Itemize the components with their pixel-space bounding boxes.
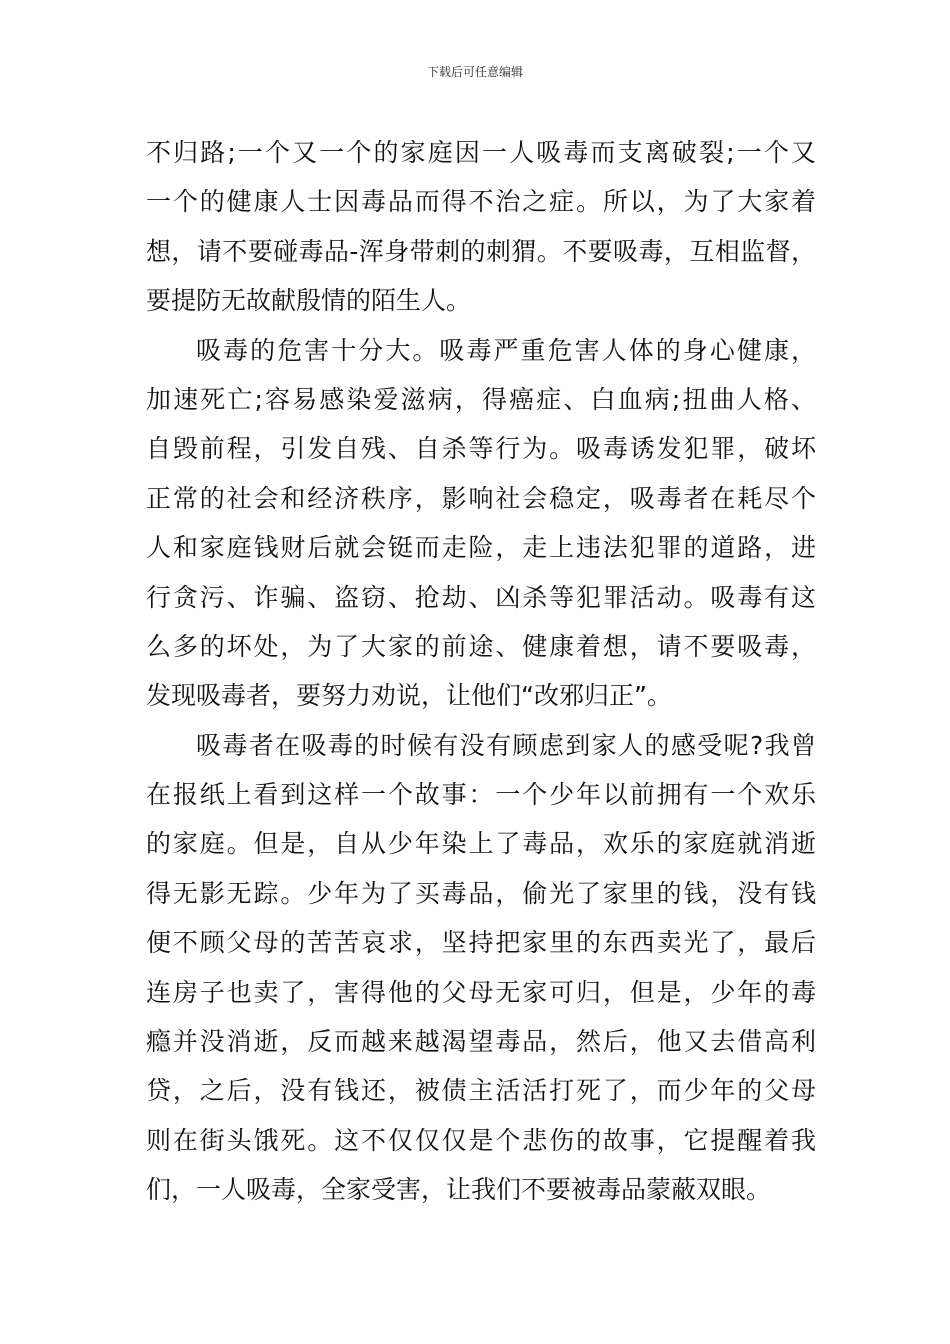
- text-line: 便不顾父母的苦苦哀求，坚持把家里的东西卖光了，最后: [146, 928, 816, 958]
- text-line: 加速死亡;容易感染爱滋病，得癌症、白血病;扭曲人格、: [146, 384, 816, 414]
- text-line: 发现吸毒者，要努力劝说，让他们“改邪归正”。: [146, 681, 672, 711]
- text-line: 要提防无故献殷情的陌生人。: [146, 286, 472, 316]
- document-body: [146, 128, 816, 1215]
- text-line: 在报纸上看到这样一个故事：一个少年以前拥有一个欢乐: [146, 780, 816, 810]
- text-line: 的家庭。但是，自从少年染上了毒品，欢乐的家庭就消逝: [146, 829, 816, 859]
- text-line: 们，一人吸毒，全家受害，让我们不要被毒品蒙蔽双眼。: [146, 1175, 772, 1205]
- text-line: 贷，之后，没有钱还，被债主活活打死了，而少年的父母: [146, 1076, 816, 1106]
- text-line: 吸毒者在吸毒的时候有没有顾虑到家人的感受呢?我曾: [196, 730, 816, 760]
- text-line: 么多的坏处，为了大家的前途、健康着想，请不要吸毒，: [146, 631, 816, 661]
- text-line: 则在街头饿死。这不仅仅仅是个悲伤的故事，它提醒着我: [146, 1125, 816, 1155]
- text-line: 想，请不要碰毒品-浑身带刺的刺猬。不要吸毒，互相监督，: [146, 236, 816, 266]
- page-header: 下载后可任意编辑: [426, 65, 523, 79]
- text-line: 不归路;一个又一个的家庭因一人吸毒而支离破裂;一个又: [146, 138, 816, 167]
- paragraph: [146, 326, 816, 721]
- text-line: 连房子也卖了，害得他的父母无家可归，但是，少年的毒: [146, 977, 816, 1007]
- paragraph: [146, 721, 816, 1215]
- text-line: 得无影无踪。少年为了买毒品，偷光了家里的钱，没有钱: [146, 878, 816, 908]
- text-line: 正常的社会和经济秩序，影响社会稳定，吸毒者在耗尽个: [146, 483, 816, 513]
- text-line: 行贪污、诈骗、盗窃、抢劫、凶杀等犯罪活动。吸毒有这: [146, 582, 816, 612]
- paragraph: [146, 128, 816, 326]
- text-line: 人和家庭钱财后就会铤而走险，走上违法犯罪的道路，进: [146, 533, 816, 563]
- text-line: 瘾并没消逝，反而越来越渴望毒品，然后，他又去借高利: [146, 1027, 816, 1057]
- text-line: 自毁前程，引发自残、自杀等行为。吸毒诱发犯罪，破坏: [146, 434, 816, 464]
- text-line: 一个的健康人士因毒品而得不治之症。所以，为了大家着: [146, 187, 816, 217]
- text-line: 吸毒的危害十分大。吸毒严重危害人体的身心健康，: [196, 335, 816, 365]
